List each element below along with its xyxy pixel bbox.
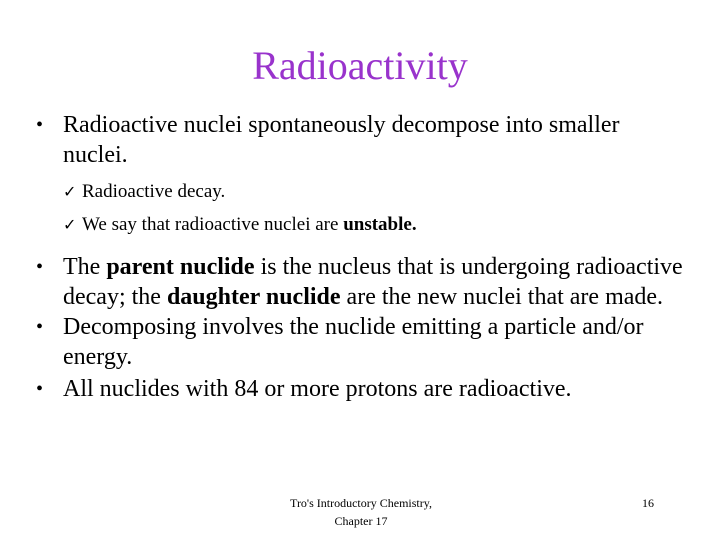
slide-content xyxy=(36,110,686,404)
bullet-icon: • xyxy=(36,316,44,338)
term-daughter-nuclide: daughter nuclide xyxy=(166,284,341,310)
bullet-item xyxy=(36,252,686,312)
checkmark-icon: ✓ xyxy=(63,215,77,234)
bullet-item xyxy=(36,312,686,372)
slide-title: Radioactivity xyxy=(252,43,468,88)
sub-bullet-text: Radioactive decay. xyxy=(82,181,226,202)
sub-bullet-item xyxy=(63,213,686,236)
sub-bullet-list xyxy=(63,180,686,236)
footer-line: Tro's Introductory Chemistry, xyxy=(290,496,432,510)
sub-bullet-item xyxy=(63,180,686,203)
bullet-icon: • xyxy=(36,114,44,136)
page-number: 16 xyxy=(642,496,654,510)
bullet-text: Radioactive nuclei spontaneously decompose into smaller nuclei. xyxy=(63,112,620,168)
footer-source xyxy=(238,494,484,530)
bullet-text: Decomposing involves the nuclide emitting a particle and/or energy. xyxy=(63,314,644,370)
footer-line: Chapter 17 xyxy=(334,514,388,528)
bullet-icon: • xyxy=(36,378,44,400)
term-parent-nuclide: parent nuclide xyxy=(106,254,255,280)
bullet-text-part: The xyxy=(63,254,107,280)
bullet-text: All nuclides with 84 or more protons are radioactive. xyxy=(63,376,572,402)
bullet-text-part: are the new nuclei that are made. xyxy=(340,284,664,310)
sub-bullet-emphasis: unstable. xyxy=(343,214,417,235)
sub-bullet-text: We say that radioactive nuclei are xyxy=(82,214,344,235)
bullet-icon: • xyxy=(36,256,44,278)
bullet-item xyxy=(36,374,686,404)
bullet-text-part: is the nucleus that is undergoing radioactive decay; the xyxy=(63,254,683,310)
checkmark-icon: ✓ xyxy=(63,182,77,201)
bullet-item xyxy=(36,110,686,170)
